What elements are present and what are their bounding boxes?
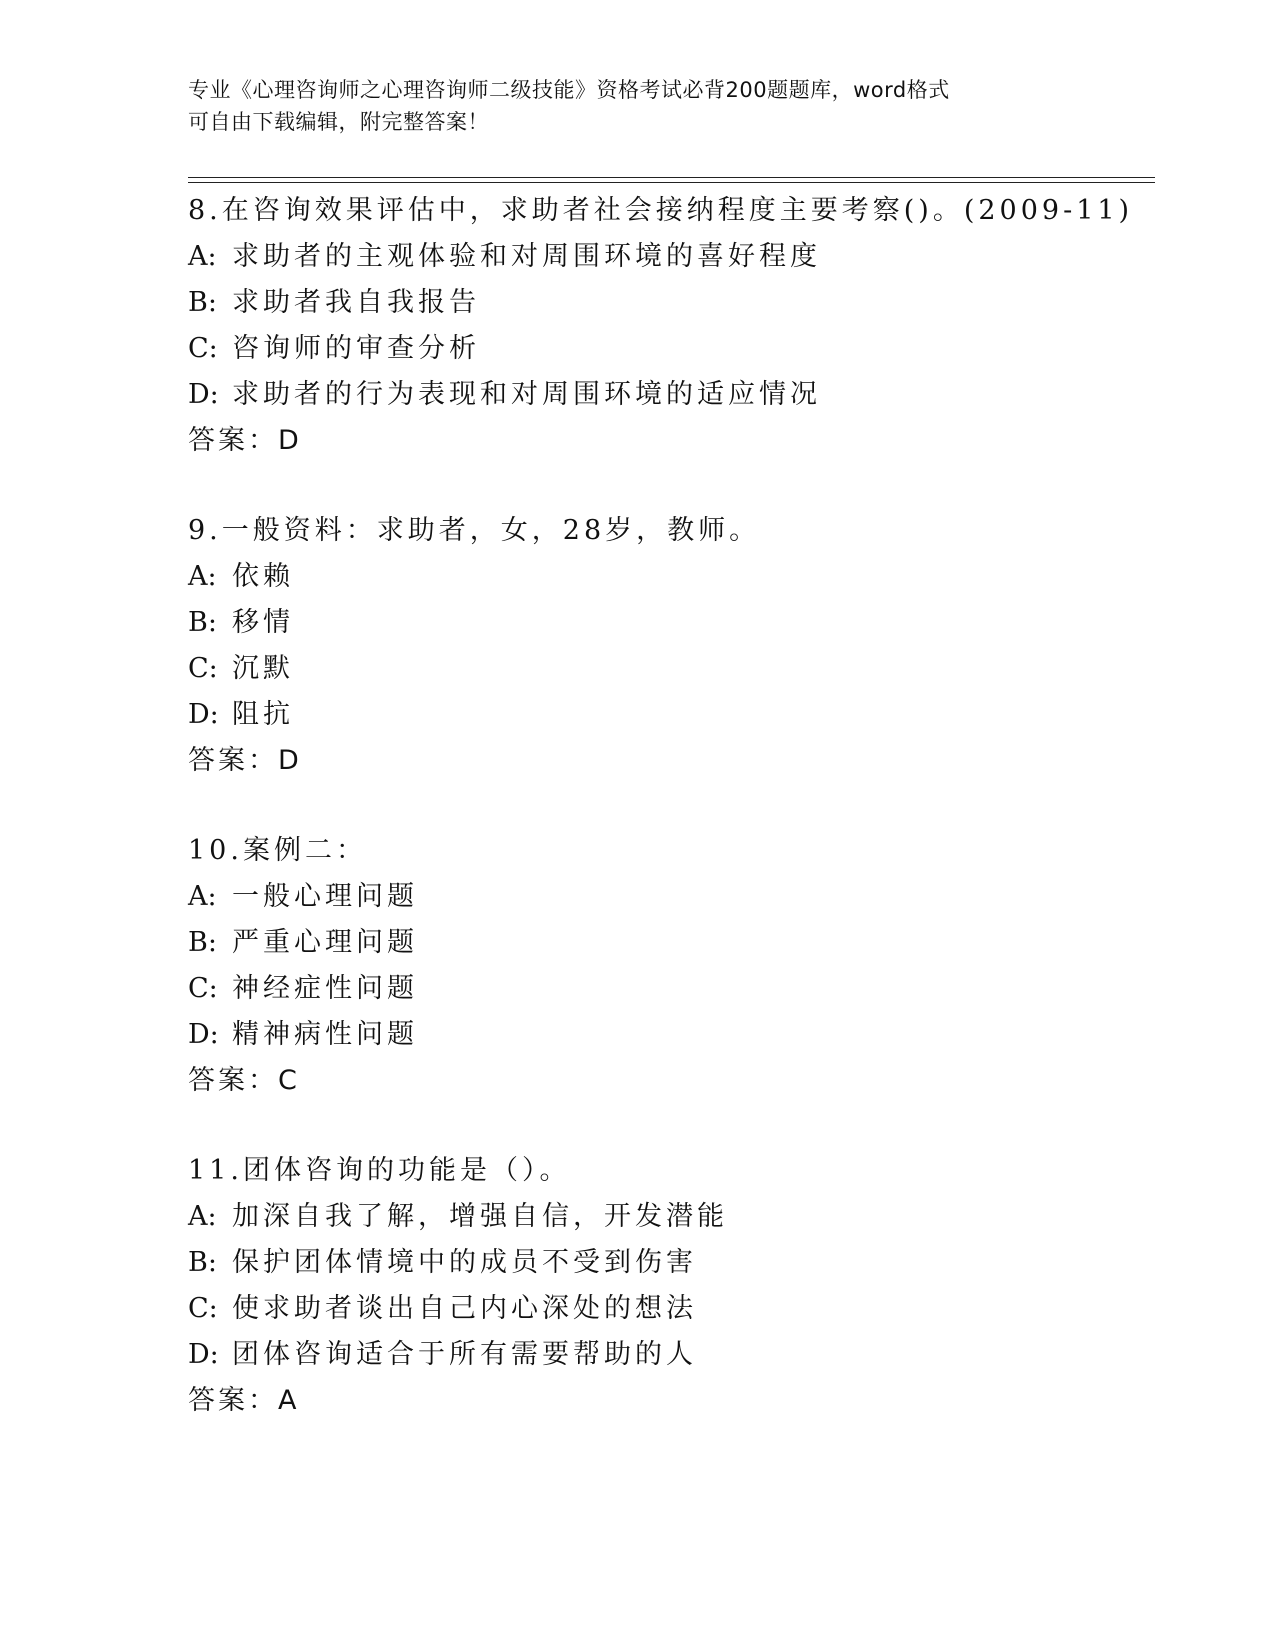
question-title: 10.案例二： [188, 835, 367, 866]
option-label: D: [188, 379, 219, 410]
option-a [188, 874, 1148, 920]
option-label: B: [188, 287, 217, 318]
header-divider-top [188, 177, 1155, 178]
option-label: A: [188, 881, 217, 912]
header-divider-bottom [188, 182, 1155, 183]
option-text: 求助者我自我报告 [232, 287, 480, 318]
option-a [188, 234, 1148, 280]
option-text: 保护团体情境中的成员不受到伤害 [232, 1247, 697, 1278]
option-text: 神经症性问题 [232, 973, 418, 1004]
option-b [188, 280, 1148, 326]
option-d [188, 692, 1148, 738]
option-label: B: [188, 1247, 217, 1278]
question-block [188, 828, 1148, 1104]
option-c [188, 1286, 1148, 1332]
option-label: C: [188, 653, 218, 684]
option-label: C: [188, 1293, 218, 1324]
question-block [188, 188, 1148, 464]
option-label: A: [188, 241, 217, 272]
question-block [188, 508, 1148, 784]
option-text: 移情 [232, 607, 294, 638]
question-title: 8.在咨询效果评估中，求助者社会接纳程度主要考察()。(2009-11) [188, 195, 1134, 226]
option-c [188, 646, 1148, 692]
option-label: C: [188, 973, 218, 1004]
option-text: 一般心理问题 [232, 881, 418, 912]
option-a [188, 1194, 1148, 1240]
header-line-1: 专业《心理咨询师之心理咨询师二级技能》资格考试必背200题题库，word格式 [188, 78, 950, 102]
question-block [188, 1148, 1148, 1424]
option-label: D: [188, 699, 219, 730]
option-a [188, 554, 1148, 600]
question-title: 11.团体咨询的功能是（）。 [188, 1155, 571, 1186]
header-line-2: 可自由下载编辑，附完整答案！ [188, 110, 489, 134]
option-d [188, 1332, 1148, 1378]
answer-line: 答案：D [188, 425, 302, 456]
option-label: B: [188, 927, 217, 958]
option-text: 求助者的主观体验和对周围环境的喜好程度 [232, 241, 821, 272]
option-text: 阻抗 [232, 699, 294, 730]
answer-line: 答案：D [188, 745, 302, 776]
option-c [188, 966, 1148, 1012]
option-d [188, 1012, 1148, 1058]
option-text: 严重心理问题 [232, 927, 418, 958]
option-text: 精神病性问题 [232, 1019, 418, 1050]
option-text: 咨询师的审查分析 [232, 333, 480, 364]
document-header [188, 74, 1088, 138]
option-label: A: [188, 1201, 217, 1232]
option-label: A: [188, 561, 217, 592]
option-c [188, 326, 1148, 372]
option-label: D: [188, 1019, 219, 1050]
option-label: B: [188, 607, 217, 638]
answer-line: 答案：C [188, 1065, 300, 1096]
option-label: C: [188, 333, 218, 364]
option-text: 依赖 [232, 561, 294, 592]
option-b [188, 600, 1148, 646]
option-text: 沉默 [232, 653, 294, 684]
answer-line: 答案：A [188, 1385, 300, 1416]
option-label: D: [188, 1339, 219, 1370]
option-d [188, 372, 1148, 418]
question-title: 9.一般资料：求助者，女，28岁，教师。 [188, 515, 761, 546]
option-text: 团体咨询适合于所有需要帮助的人 [232, 1339, 697, 1370]
option-text: 使求助者谈出自己内心深处的想法 [232, 1293, 697, 1324]
option-b [188, 1240, 1148, 1286]
option-text: 求助者的行为表现和对周围环境的适应情况 [232, 379, 821, 410]
option-b [188, 920, 1148, 966]
option-text: 加深自我了解，增强自信，开发潜能 [232, 1201, 728, 1232]
